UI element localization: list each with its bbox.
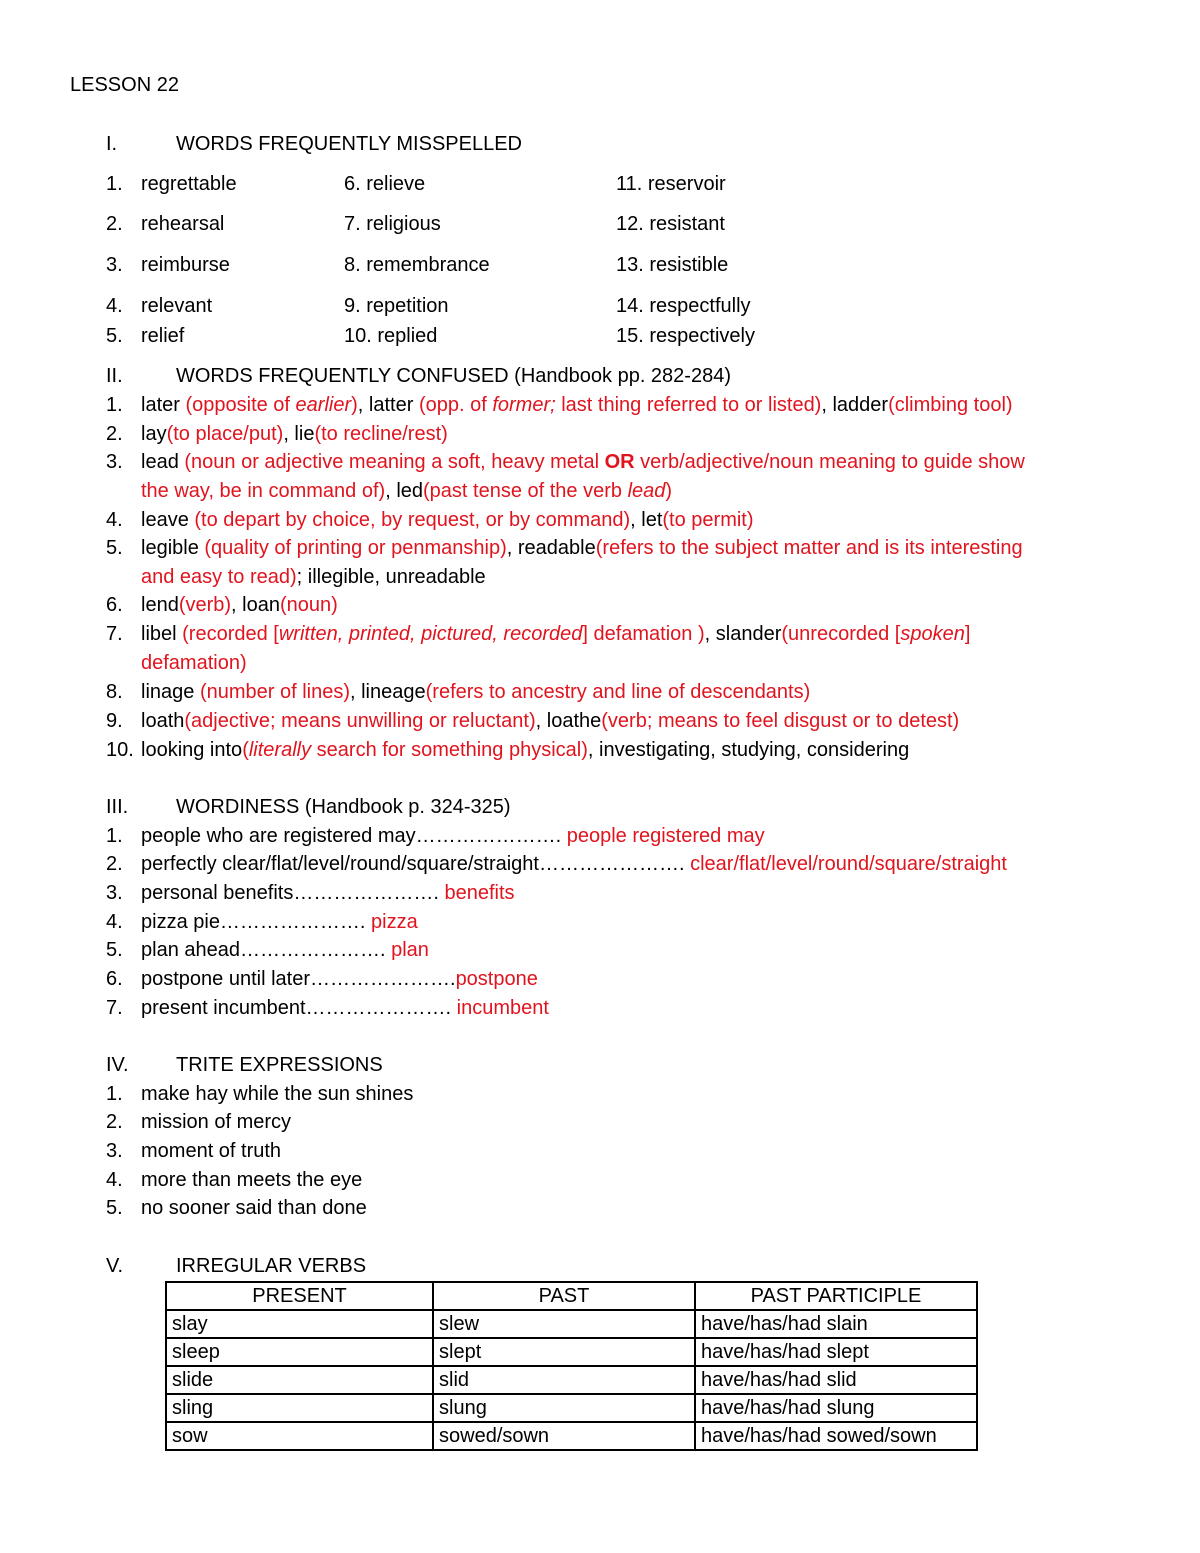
item-number: 9.	[106, 710, 123, 732]
item-text	[141, 822, 765, 850]
definition-text: )	[351, 394, 358, 416]
list-item: 14. respectfully	[616, 295, 751, 317]
table-cell: slide	[166, 1366, 433, 1394]
item-text	[141, 506, 754, 534]
item-number: 4.	[106, 509, 123, 531]
item-text: make hay while the sun shines	[141, 1083, 414, 1105]
definition-text: (opposite of	[185, 394, 296, 416]
item-number: 3.	[106, 254, 123, 276]
item-number: 4.	[106, 911, 123, 933]
table-cell: have/has/had slain	[695, 1310, 977, 1338]
column-header-past-participle: PAST PARTICIPLE	[695, 1282, 977, 1310]
definition-text: (adjective; means unwilling or reluctant)	[184, 710, 536, 732]
concise-phrase: incumbent	[451, 997, 549, 1019]
term-text: lay	[141, 423, 167, 445]
term-text: linage	[141, 681, 200, 703]
definition-text: (verb)	[178, 594, 232, 616]
definition-text: (past tense of the verb	[423, 480, 628, 502]
definition-text: ] defamation )	[582, 623, 705, 645]
definition-text: (unrecorded [	[781, 623, 901, 645]
definition-text: (climbing tool)	[888, 394, 1013, 416]
list-item: 9. repetition	[344, 295, 449, 317]
term-text: , let	[630, 509, 663, 531]
definition-text: former;	[492, 394, 556, 416]
definition-text: (refers to ancestry and line of descendants)	[425, 681, 811, 703]
term-text: , loathe	[535, 710, 602, 732]
table-cell: have/has/had slept	[695, 1338, 977, 1366]
item-number: 2.	[106, 853, 123, 875]
item-text	[141, 678, 810, 706]
item-text: moment of truth	[141, 1140, 282, 1162]
item-number: 6.	[106, 594, 123, 616]
term-text: ; illegible, unreadable	[296, 566, 486, 588]
term-text: , ladder	[821, 394, 889, 416]
definition-text: earlier	[295, 394, 352, 416]
definition-text: (to depart by choice, by request, or by command)	[194, 509, 631, 531]
table-cell: slung	[433, 1394, 695, 1422]
term-text: , led	[385, 480, 424, 502]
section-irregular-heading	[0, 1252, 1200, 1280]
definition-text: (verb; means to feel disgust or to detest)	[601, 710, 960, 732]
item-number: 3.	[106, 1140, 123, 1162]
list-item: 8. remembrance	[344, 254, 490, 276]
item-text	[141, 879, 515, 907]
term-text: , loan	[231, 594, 280, 616]
section-title: TRITE EXPRESSIONS	[176, 1054, 383, 1076]
wordy-phrase: perfectly clear/flat/level/round/square/straight………………….	[141, 853, 685, 875]
section-numeral: V.	[106, 1255, 124, 1277]
definition-text: the way, be in command of)	[141, 480, 386, 502]
list-item: 13. resistible	[616, 254, 729, 276]
item-number: 3.	[106, 451, 123, 473]
item-text	[141, 534, 1023, 562]
definition-text: lead	[627, 480, 666, 502]
term-text: , readable	[506, 537, 596, 559]
definition-text: and easy to read)	[141, 566, 297, 588]
section-title: WORDINESS (Handbook p. 324-325)	[176, 796, 511, 818]
item-text	[141, 620, 970, 648]
definition-text: (quality of printing or penmanship)	[204, 537, 507, 559]
table-row	[166, 1310, 977, 1338]
item-number: 3.	[106, 882, 123, 904]
table-cell: sleep	[166, 1338, 433, 1366]
term-text: lead	[141, 451, 185, 473]
section-numeral: III.	[106, 796, 129, 818]
item-text	[141, 994, 549, 1022]
section-trite-heading	[0, 1051, 1200, 1079]
term-text: loath	[141, 710, 185, 732]
definition-text: (noun)	[279, 594, 338, 616]
definition-text: (number of lines)	[199, 681, 350, 703]
term-text: leave	[141, 509, 195, 531]
column-header-past: PAST	[433, 1282, 695, 1310]
table-header-row	[166, 1282, 977, 1310]
concise-phrase: plan	[385, 939, 429, 961]
table-row	[166, 1338, 977, 1366]
list-item: 10. replied	[344, 325, 438, 347]
list-item: 11. reservoir	[616, 173, 726, 195]
definition-text: (noun or adjective meaning a soft, heavy metal	[184, 451, 605, 473]
table-cell: sling	[166, 1394, 433, 1422]
concise-phrase: people registered may	[561, 825, 765, 847]
concise-phrase: benefits	[438, 882, 515, 904]
definition-text: (recorded [	[182, 623, 279, 645]
section-confused-heading	[0, 362, 1200, 390]
item-number: 7.	[106, 623, 123, 645]
section-title: WORDS FREQUENTLY MISSPELLED	[176, 133, 522, 155]
definition-text: OR	[604, 451, 635, 473]
item-number: 2.	[106, 1111, 123, 1133]
item-text	[141, 649, 247, 677]
term-text: libel	[141, 623, 183, 645]
list-item: 7. religious	[344, 213, 441, 235]
item-text	[141, 477, 672, 505]
definition-text: (to place/put)	[166, 423, 284, 445]
item-text	[141, 420, 448, 448]
item-number: 4.	[106, 295, 123, 317]
definition-text: (	[242, 739, 249, 761]
section-title: IRREGULAR VERBS	[176, 1255, 367, 1277]
irregular-verbs-table	[165, 1281, 978, 1451]
item-word: relevant	[141, 295, 213, 317]
term-text: legible	[141, 537, 205, 559]
definition-text: )	[665, 480, 673, 502]
item-text	[141, 448, 1025, 476]
item-text	[141, 707, 959, 735]
concise-phrase: postpone	[455, 968, 538, 990]
wordy-phrase: people who are registered may………………….	[141, 825, 562, 847]
wordy-phrase: pizza pie………………….	[141, 911, 366, 933]
item-number: 7.	[106, 997, 123, 1019]
item-word: regrettable	[141, 173, 237, 195]
item-text	[141, 936, 429, 964]
table-cell: slid	[433, 1366, 695, 1394]
item-number: 5.	[106, 1197, 123, 1219]
wordy-phrase: personal benefits………………….	[141, 882, 439, 904]
list-item: 12. resistant	[616, 213, 725, 235]
table-cell: sowed/sown	[433, 1422, 695, 1450]
term-text: , latter	[357, 394, 419, 416]
concise-phrase: clear/flat/level/round/square/straight	[684, 853, 1007, 875]
term-text: , slander	[704, 623, 782, 645]
item-text: more than meets the eye	[141, 1169, 363, 1191]
definition-text: (opp. of	[418, 394, 493, 416]
item-number: 6.	[106, 968, 123, 990]
item-number: 2.	[106, 423, 123, 445]
table-row	[166, 1394, 977, 1422]
definition-text: defamation)	[141, 652, 247, 674]
item-word: rehearsal	[141, 213, 225, 235]
definition-text: spoken	[900, 623, 965, 645]
definition-text: written, printed, pictured, recorded	[278, 623, 583, 645]
definition-text: ]	[964, 623, 971, 645]
section-title: WORDS FREQUENTLY CONFUSED (Handbook pp. 282-284)	[176, 365, 731, 387]
definition-text: (to permit)	[662, 509, 754, 531]
section-numeral: I.	[106, 133, 118, 155]
list-item: 6. relieve	[344, 173, 426, 195]
table-cell: slept	[433, 1338, 695, 1366]
item-word: reimburse	[141, 254, 230, 276]
table-row	[166, 1366, 977, 1394]
table-cell: have/has/had sowed/sown	[695, 1422, 977, 1450]
term-text: looking into	[141, 739, 243, 761]
wordy-phrase: plan ahead………………….	[141, 939, 386, 961]
item-text	[141, 591, 338, 619]
table-cell: slay	[166, 1310, 433, 1338]
item-text	[141, 908, 418, 936]
item-number: 5.	[106, 537, 123, 559]
item-text	[141, 965, 538, 993]
term-text: , lineage	[350, 681, 426, 703]
column-header-present: PRESENT	[166, 1282, 433, 1310]
section-numeral: II.	[106, 365, 123, 387]
item-text	[141, 736, 909, 764]
section-numeral: IV.	[106, 1054, 129, 1076]
section-wordiness-heading	[0, 793, 1200, 821]
item-text: no sooner said than done	[141, 1197, 367, 1219]
definition-text: verb/adjective/noun meaning to guide show	[634, 451, 1025, 473]
definition-text: search for something physical)	[311, 739, 588, 761]
term-text: , investigating, studying, considering	[587, 739, 910, 761]
concise-phrase: pizza	[365, 911, 418, 933]
item-number: 4.	[106, 1169, 123, 1191]
item-word: relief	[141, 325, 185, 347]
definition-text: (to recline/rest)	[314, 423, 448, 445]
item-number: 10.	[106, 739, 134, 761]
term-text: , lie	[283, 423, 315, 445]
table-row	[166, 1422, 977, 1450]
table-cell: sow	[166, 1422, 433, 1450]
item-number: 1.	[106, 394, 123, 416]
item-number: 1.	[106, 1083, 123, 1105]
table-cell: have/has/had slung	[695, 1394, 977, 1422]
wordy-phrase: postpone until later………………….	[141, 968, 456, 990]
item-number: 8.	[106, 681, 123, 703]
lesson-title: LESSON 22	[70, 74, 179, 96]
item-number: 1.	[106, 825, 123, 847]
item-number: 5.	[106, 325, 123, 347]
definition-text: literally	[248, 739, 312, 761]
definition-text: last thing referred to or listed)	[555, 394, 822, 416]
item-text: mission of mercy	[141, 1111, 292, 1133]
item-number: 2.	[106, 213, 123, 235]
table-cell: slew	[433, 1310, 695, 1338]
definition-text: (refers to the subject matter and is its interesting	[595, 537, 1023, 559]
table-cell: have/has/had slid	[695, 1366, 977, 1394]
list-item: 15. respectively	[616, 325, 755, 347]
wordy-phrase: present incumbent………………….	[141, 997, 452, 1019]
item-text	[141, 850, 1007, 878]
item-number: 5.	[106, 939, 123, 961]
term-text: lend	[141, 594, 179, 616]
section-misspelled-heading	[0, 130, 1200, 158]
item-number: 1.	[106, 173, 123, 195]
item-text	[141, 563, 486, 591]
term-text: later	[141, 394, 186, 416]
item-text	[141, 391, 1013, 419]
